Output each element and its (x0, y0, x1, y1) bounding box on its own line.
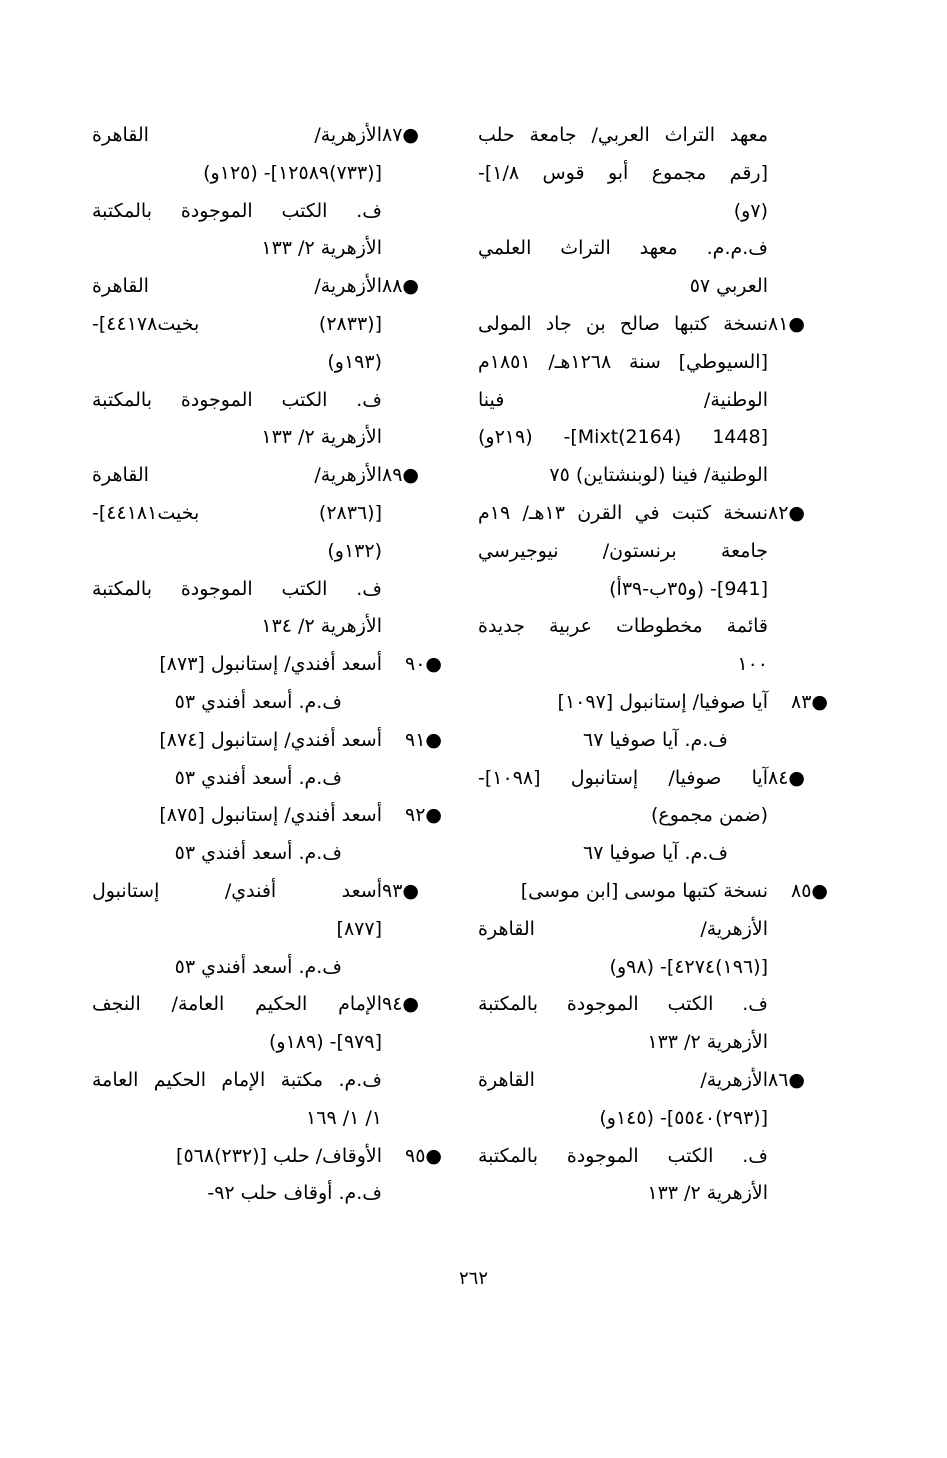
entry-text: الإمام الحكيم العامة/ النجف (92, 993, 382, 1016)
continuation-line: [السيوطي] سنة ١٢٦٨هـ/ ١٨٥١م (478, 350, 768, 373)
right-column (478, 117, 828, 1213)
continuation-line: الوطنية/ فينا (478, 388, 768, 411)
continuation-line: ف. الكتب الموجودة بالمكتبة (478, 993, 768, 1016)
continuation-line: ف. الكتب الموجودة بالمكتبة (92, 199, 382, 222)
reference-line: ف.م. أسعد أفندي ٥٣ (174, 842, 342, 865)
continuation-line: [(١٩٦)٤٢٧٤]- (٩٨و) (609, 955, 768, 978)
catalog-entry-line (478, 306, 828, 344)
continuation-line: [٨٧٧] (336, 917, 382, 940)
catalog-entry-line (478, 873, 828, 911)
entry-text: الأزهرية/ القاهرة (92, 464, 382, 487)
entry-text: آيا صوفيا/ إستانبول [١٠٩٨]- (478, 766, 768, 789)
continuation-line: الوطنية/ فينا (لوبنشتاين) ٧٥ (549, 464, 768, 487)
continuation-line: [1448 Mixt(2164)]- (٢١٩و) (478, 426, 768, 449)
continuation-line: ف.م. مكتبة الإمام الحكيم العامة (92, 1068, 382, 1091)
catalog-entry-line (92, 873, 442, 911)
entry-text: أسعد أفندي/ إستانبول [٨٧٣] (159, 653, 382, 676)
entry-number: ●٩٣ (382, 879, 442, 902)
continuation-line: الأزهرية ٢/ ١٣٣ (261, 237, 382, 260)
continuation-line: الأزهرية ٢/ ١٣٤ (261, 615, 382, 638)
entry-text: أسعد أفندي/ إستانبول [٨٧٥] (159, 804, 382, 827)
continuation-line: الأزهرية ٢/ ١٣٣ (261, 426, 382, 449)
catalog-entry-line (92, 268, 442, 306)
continuation-line: [941]- (و٣٥ب-٣٩أ) (609, 577, 768, 600)
continuation-line: (ضمن مجموع) (650, 804, 768, 827)
reference-line: ف.م. أسعد أفندي ٥٣ (174, 955, 342, 978)
entry-text: الأزهرية/ القاهرة (92, 124, 382, 146)
entry-text: أسعد أفندي/ إستانبول [٨٧٤] (159, 728, 382, 751)
continuation-line: (١٩٣و) (327, 350, 382, 373)
entry-number: ●٨٩ (382, 464, 442, 487)
entry-number: ●٩٢ (404, 804, 442, 827)
entry-text: آيا صوفيا/ إستانبول [١٠٩٧] (557, 690, 768, 713)
entry-number: ●٨٤ (768, 766, 828, 789)
entry-number: ●٨٢ (768, 501, 828, 524)
catalog-entry-line (92, 722, 442, 760)
continuation-line: [(٧٣٣)١٢٥٨٩]- (١٢٥و) (203, 161, 382, 184)
continuation-line: الأزهرية ٢/ ١٣٣ (647, 1031, 768, 1054)
entry-text: نسخة كتبها صالح بن جاد المولى (478, 312, 768, 335)
entry-number: ●٩١ (404, 728, 442, 751)
continuation-line: الأزهرية ٢/ ١٣٣ (647, 1182, 768, 1205)
entry-number: ●٨٥ (790, 879, 828, 902)
continuation-line: (٧و) (733, 199, 768, 222)
catalog-entry-line (92, 1138, 442, 1176)
catalog-entry-line (478, 684, 828, 722)
entry-number: ●٩٤ (382, 993, 442, 1016)
reference-line: ف.م. آيا صوفيا ٦٧ (583, 842, 728, 865)
continuation-line: جامعة برنستون/ نيوجيرسي (478, 539, 768, 562)
continuation-line: قائمة مخطوطات عربية جديدة (478, 615, 768, 638)
catalog-entry-line (92, 646, 442, 684)
continuation-line: العربي ٥٧ (689, 275, 768, 298)
reference-line: ف.م. أسعد أفندي ٥٣ (174, 690, 342, 713)
entry-number: ●٨٦ (768, 1068, 828, 1091)
entry-number: ●٨١ (768, 312, 828, 335)
catalog-entry-line (478, 495, 828, 533)
left-column (92, 117, 442, 1213)
page-number: ٢٦٢ (458, 1268, 488, 1289)
reference-line: ف.م. أسعد أفندي ٥٣ (174, 766, 342, 789)
continuation-line: [٩٧٩]- (١٨٩و) (269, 1031, 382, 1054)
continuation-line: [رقم مجموع أبو قوس ١/٨]- (478, 161, 768, 184)
entry-number: ●٨٣ (790, 690, 828, 713)
entry-text: نسخة كتبها موسى [ابن موسى] (520, 879, 768, 902)
entry-text: الأزهرية/ القاهرة (92, 275, 382, 298)
catalog-entry-line (478, 1062, 828, 1100)
continuation-line: الأزهرية/ القاهرة (478, 917, 768, 940)
entry-text: أسعد أفندي/ إستانبول (92, 879, 382, 902)
entry-number: ●٨٨ (382, 275, 442, 298)
entry-text: نسخة كتبت في القرن ١٣هـ/ ١٩م (478, 501, 768, 524)
reference-line: ف.م. آيا صوفيا ٦٧ (583, 728, 728, 751)
catalog-entry-line (92, 986, 442, 1024)
catalog-entry-line (92, 117, 442, 155)
entry-number: ●٩٠ (404, 653, 442, 676)
catalog-entry-line (478, 760, 828, 798)
continuation-line: [(٢٩٣)٥٥٤٠]- (١٤٥و) (599, 1106, 768, 1129)
continuation-line: [(٢٨٣٦) بخيت٤٤١٨١]- (92, 501, 382, 524)
continuation-line: ١/ ١/ ١٦٩ (306, 1106, 382, 1129)
catalog-entry-line (92, 797, 442, 835)
continuation-line: معهد التراث العربي/ جامعة حلب (478, 124, 768, 146)
continuation-line: ف. الكتب الموجودة بالمكتبة (92, 388, 382, 411)
catalog-entry-line (92, 457, 442, 495)
continuation-line: ف.م. أوقاف حلب ٩٢- (207, 1182, 382, 1205)
continuation-line: ف. الكتب الموجودة بالمكتبة (478, 1144, 768, 1167)
continuation-line: (١٣٢و) (327, 539, 382, 562)
continuation-line: ١٠٠ (737, 653, 768, 676)
continuation-line: ف. الكتب الموجودة بالمكتبة (92, 577, 382, 600)
entry-number: ●٩٥ (404, 1144, 442, 1167)
continuation-line: [(٢٨٣٣) بخيت٤٤١٧٨]- (92, 312, 382, 335)
entry-text: الأوقاف/ حلب [(٢٣٢)٥٦٨] (176, 1144, 382, 1167)
entry-number: ●٨٧ (382, 124, 442, 146)
continuation-line: ف.م.م. معهد التراث العلمي (478, 237, 768, 260)
entry-text: الأزهرية/ القاهرة (478, 1068, 768, 1091)
